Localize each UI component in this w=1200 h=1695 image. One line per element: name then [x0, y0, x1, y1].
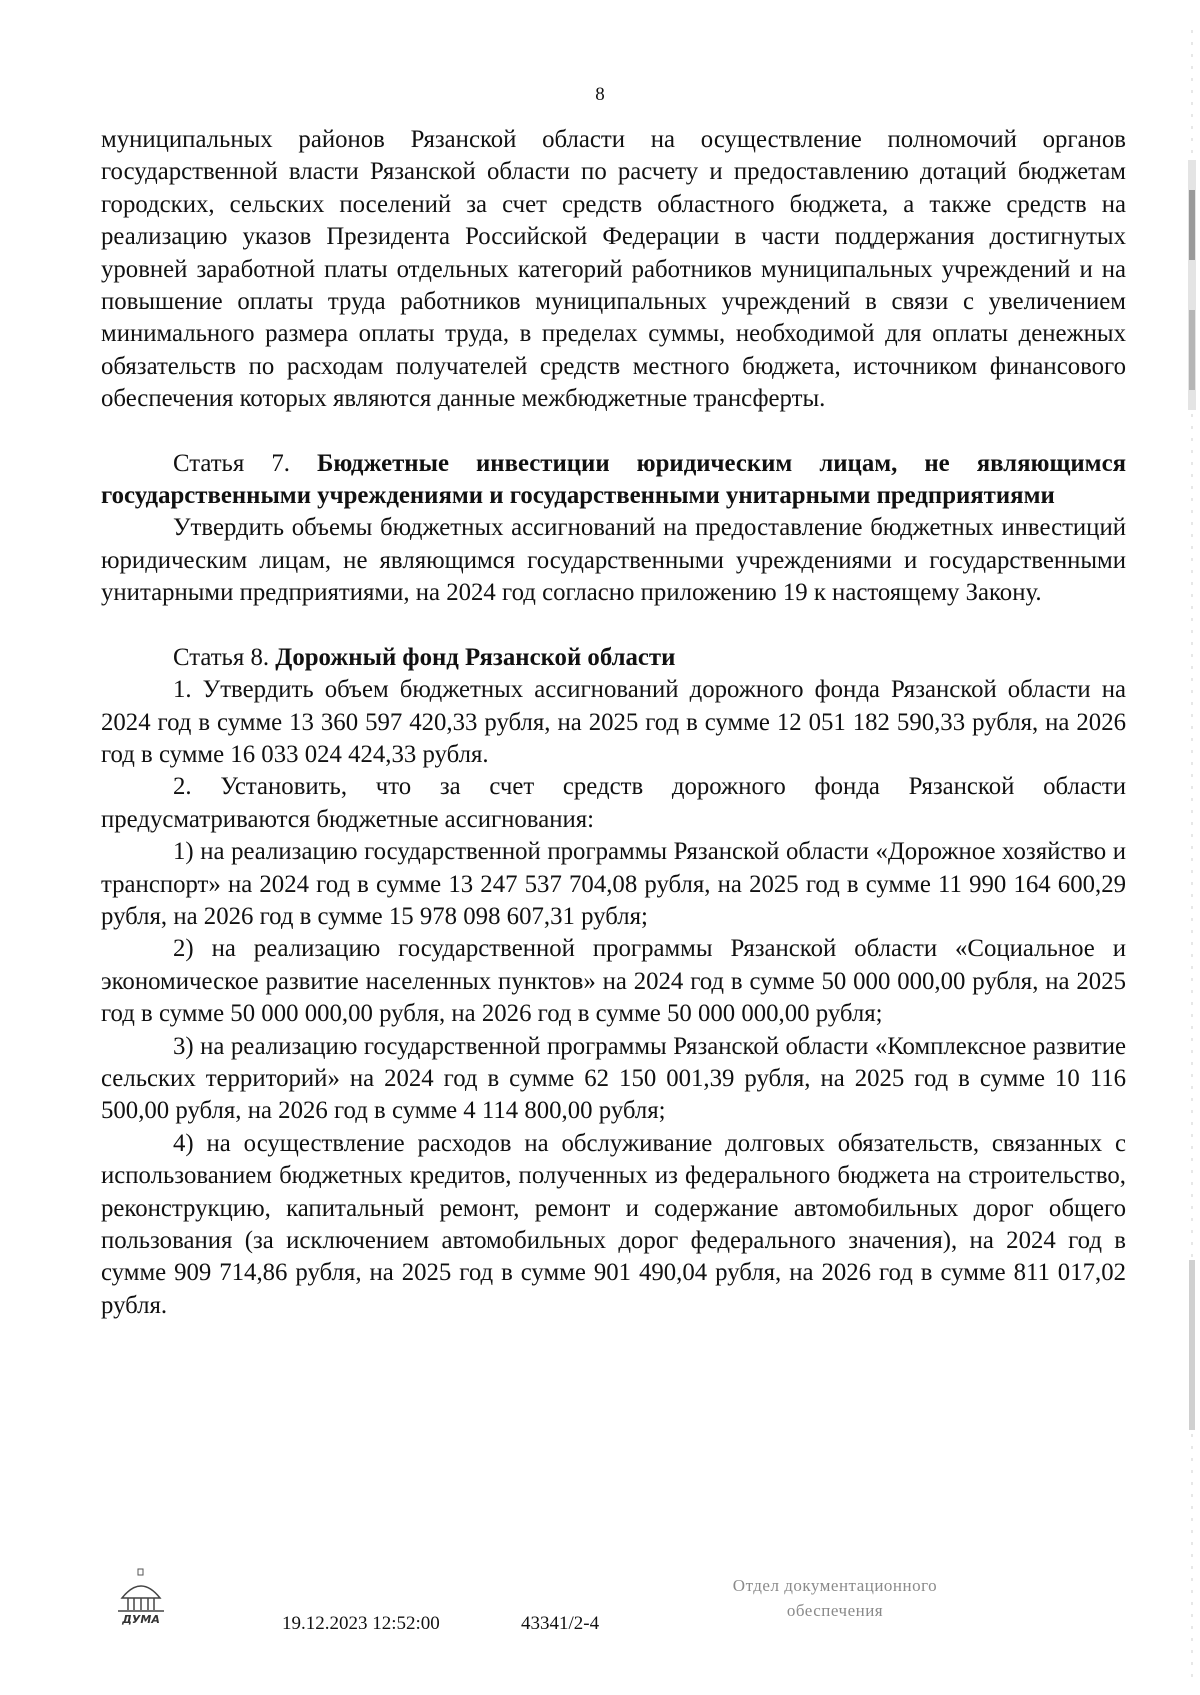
stamp-line-1: Отдел документационного: [732, 1576, 938, 1595]
stamp-line-2: обеспечения: [786, 1601, 884, 1620]
footer-date: 19.12.2023 12:52:00: [282, 1613, 440, 1634]
article-8-item-4: 4) на осуществление расходов на обслуживание долговых обязательств, связанных с использованием бюджетных кредитов, полученных из федерального бюджета на строительство, реконструкцию, капитальный ремонт, ремонт и содержание автомобильных дорог общего пользования (за исключением автомобильных дорог федерального значения), на 2024 год в сумме 909 714,86 рубля, на 2025 год в сумме 901 490,04 рубля, на 2026 год в сумме 811 017,02 рубля.: [101, 1129, 1126, 1319]
article-7-title: Бюджетные инвестиции юридическим лицам, не являющимся государственными учреждениями и государственными унитарными предприятиями: [101, 449, 1126, 510]
article-8-item-1: 1) на реализацию государственной программы Рязанской области «Дорожное хозяйство и транспорт» на 2024 год в сумме 13 247 537 704,08 рубля, на 2025 год в сумме 11 990 164 600,29 рубля, на 2026 год в сумме 15 978 098 607,31 рубля;: [101, 838, 1126, 930]
article-7-heading: [101, 448, 1126, 513]
document-body: [101, 124, 1126, 1322]
article-8-title: Дорожный фонд Рязанской области: [275, 643, 676, 671]
duma-logo-icon: [110, 1568, 172, 1626]
article-7-text: Утвердить объемы бюджетных ассигнований на предоставление бюджетных инвестиций юридическим лицам, не являющимся государственными учреждениями и государственными унитарными предприятиями, на 2024 год согласно приложению 19 к настоящему Закону.: [101, 514, 1126, 607]
department-stamp: [690, 1573, 980, 1623]
scan-edge-artifact: [1186, 30, 1198, 1680]
article-8-heading: [101, 642, 1126, 674]
article-8-item-2: 2) на реализацию государственной программы Рязанской области «Социальное и экономическое развитие населенных пунктов» на 2024 год в сумме 50 000 000,00 рубля, на 2025 год в сумме 50 000 000,00 рубля, на 2026 год в сумме 50 000 000,00 рубля;: [101, 935, 1126, 1028]
logo-text: ДУМА: [122, 1613, 160, 1626]
article-8-item-3: 3) на реализацию государственной программы Рязанской области «Комплексное развитие сельских территорий» на 2024 год в сумме 62 150 001,39 рубля, на 2025 год в сумме 10 116 500,00 рубля, на 2026 год в сумме 4 114 800,00 рубля;: [101, 1032, 1126, 1125]
article-8-label: Статья 8.: [173, 643, 270, 671]
article-7-label: Статья 7.: [173, 449, 290, 477]
paragraph-continuation: муниципальных районов Рязанской области на осуществление полномочий органов государственной власти Рязанской области по расчету и предоставлению дотаций бюджетам городских, сельских поселений за счет средств областного бюджета, а также средств на реализацию указов Президента Российской Федерации в части поддержания достигнутых уровней заработной платы отдельных категорий работников муниципальных учреждений и на повышение оплаты труда работников муниципальных учреждений в связи с увеличением минимального размера оплаты труда, в пределах суммы, необходимой для оплаты денежных обязательств по расходам получателей средств местного бюджета, источником финансового обеспечения которых являются данные межбюджетные трансферты.: [101, 126, 1126, 413]
page-number: 8: [595, 84, 605, 105]
article-8-clause-1: 1. Утвердить объем бюджетных ассигнований дорожного фонда Рязанской области на 2024 год в сумме 13 360 597 420,33 рубля, на 2025 год в сумме 12 051 182 590,33 рубля, на 2026 год в сумме 16 033 024 424,33 рубля.: [101, 676, 1126, 768]
article-8-clause-2: 2. Установить, что за счет средств дорожного фонда Рязанской области предусматриваются бюджетные ассигнования:: [101, 773, 1126, 833]
footer-reg-number: 43341/2-4: [521, 1613, 600, 1634]
